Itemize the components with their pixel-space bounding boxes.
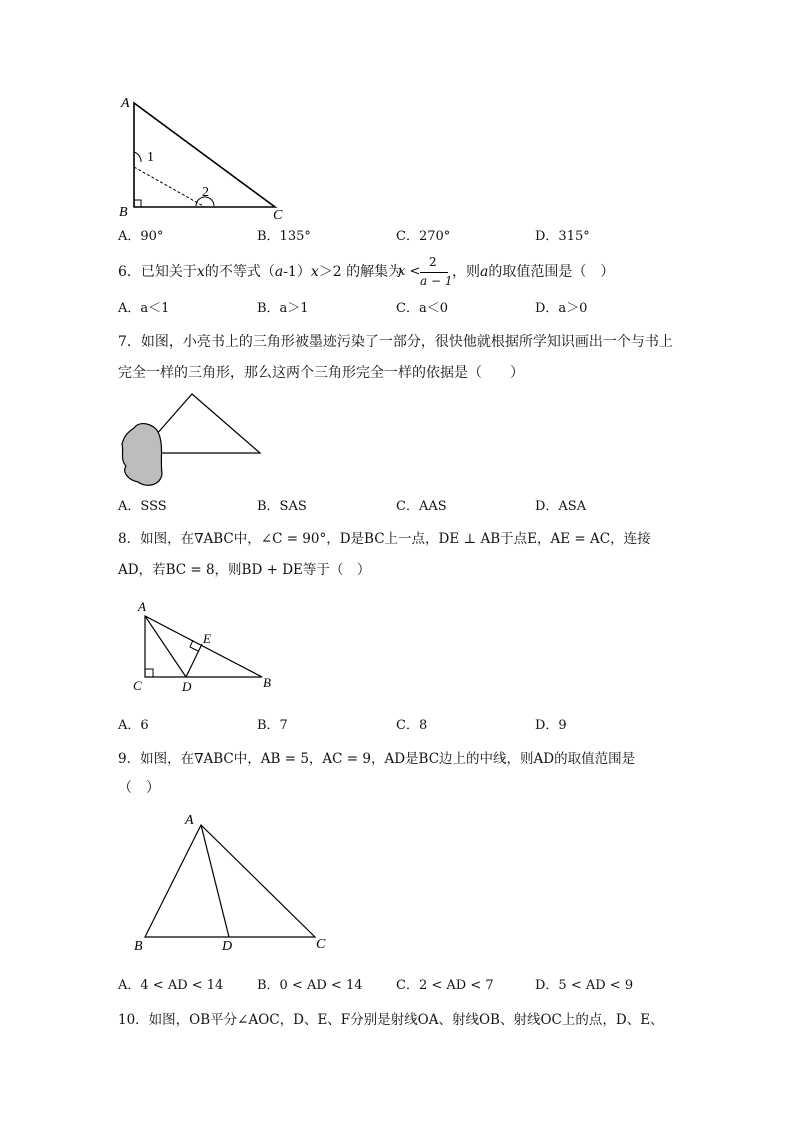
q6-text-2: 的不等式（ <box>204 264 275 280</box>
q5-option-a: A．90° <box>118 229 164 244</box>
q6-question <box>118 263 402 281</box>
q6-fraction-denominator: a − 1 <box>420 274 453 288</box>
q6-var-a2: a <box>480 264 489 280</box>
vertex-label-e: E <box>203 631 211 646</box>
q6-fraction-bar <box>420 272 448 273</box>
q6-option-d: D．a＞0 <box>535 301 588 316</box>
q9-line-2: （ ） <box>118 780 160 796</box>
q7-option-a: A．SSS <box>118 499 167 514</box>
q6-solution <box>398 255 458 289</box>
q7-option-c: C．AAS <box>396 499 447 514</box>
vertex-label-b: B <box>263 675 271 690</box>
ink-blot <box>122 424 162 486</box>
vertex-label-c: C <box>273 208 283 223</box>
q8-option-a: A．6 <box>118 718 149 733</box>
q9-line-1: 9．如图，在∇ABC中，AB = 5，AC = 9，AD是BC边上的中线，则AD的取值范围是 <box>118 751 636 767</box>
q6-var-x2: x <box>310 264 319 280</box>
q9-option-b: B．0 < AD < 14 <box>257 978 363 993</box>
q6-text-4: ＞2 的解集为 <box>318 264 403 280</box>
q6-text-6: 的取值范围是（ ） <box>488 264 615 280</box>
q6-fraction-numerator: 2 <box>429 255 437 269</box>
vertex-label-d: D <box>182 679 192 694</box>
q6-var-a: a <box>274 264 284 280</box>
q6-var-x: x <box>196 264 205 280</box>
q5-option-b: B．135° <box>257 229 311 244</box>
q8-line-2: AD，若BC = 8，则BD + DE等于（ ） <box>118 562 371 578</box>
angle-label-1: 1 <box>147 150 154 165</box>
q9-option-c: C．2 < AD < 7 <box>396 978 494 993</box>
q10-line-1: 10．如图，OB平分∠AOC，D、E、F分别是射线OA、射线OB、射线OC上的点，D、E、 <box>118 1012 664 1028</box>
vertex-label-c: C <box>133 678 142 693</box>
q7-option-d: D．ASA <box>535 499 587 514</box>
vertex-label-a: A <box>138 599 146 614</box>
angle-label-2: 2 <box>202 185 209 200</box>
vertex-label-d: D <box>222 939 233 954</box>
vertex-label-c: C <box>316 937 326 952</box>
vertex-label-b: B <box>134 939 143 954</box>
q8-line-1: 8．如图，在∇ABC中，∠C = 90°，D是BC上一点，DE ⊥ AB于点E，AE = AC，连接 <box>118 531 651 547</box>
q6-option-c: C．a＜0 <box>396 301 448 316</box>
q5-option-c: C．270° <box>396 229 451 244</box>
figure-q5-right-triangle <box>110 90 310 225</box>
q7-line-2: 完全一样的三角形，那么这两个三角形完全一样的依据是（ ） <box>118 365 524 381</box>
vertex-label-b: B <box>119 205 128 220</box>
figure-q9-triangle <box>125 808 345 958</box>
vertex-label-a: A <box>185 813 194 828</box>
figure-q8-triangle <box>125 597 285 697</box>
vertex-label-a: A <box>121 96 130 111</box>
q6-option-a: A．a＜1 <box>118 301 170 316</box>
q6-text-1: 6．已知关于 <box>118 264 197 280</box>
q9-option-d: D．5 < AD < 9 <box>535 978 634 993</box>
q6-option-b: B．a＞1 <box>257 301 309 316</box>
q6-text-5: ，则 <box>452 264 480 280</box>
q8-option-b: B．7 <box>257 718 288 733</box>
figure-q7-ink-triangle <box>110 388 270 488</box>
q8-option-d: D．9 <box>535 718 567 733</box>
q6-text-3: -1） <box>283 264 311 280</box>
q5-option-d: D．315° <box>535 229 590 244</box>
q8-option-c: C．8 <box>396 718 428 733</box>
q7-line-1: 7．如图，小亮书上的三角形被墨迹污染了一部分，很快他就根据所学知识画出一个与书上 <box>118 334 673 350</box>
q7-option-b: B．SAS <box>257 499 307 514</box>
q6-question-end <box>452 263 614 281</box>
q6-solution-x: x < <box>398 264 421 279</box>
q9-option-a: A．4 < AD < 14 <box>118 978 224 993</box>
